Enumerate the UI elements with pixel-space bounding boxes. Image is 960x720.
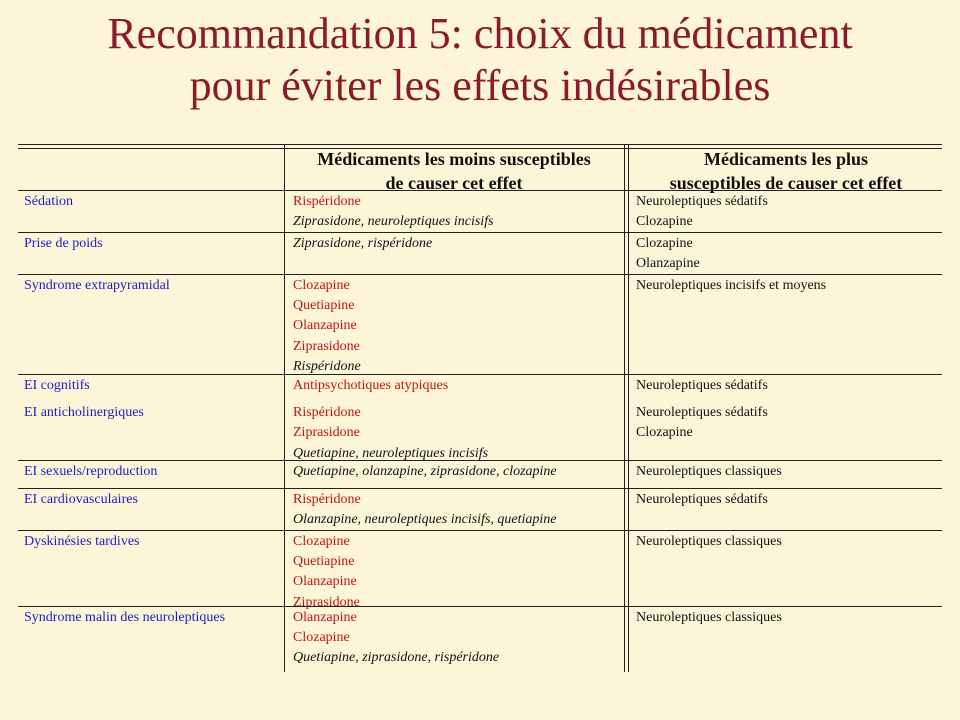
effect-cell [24, 608, 225, 628]
row-separator [18, 530, 942, 531]
most-likely-cell [636, 608, 782, 628]
least-likely-cell [293, 532, 360, 613]
most-likely-drug: Neuroleptiques sédatifs [636, 378, 768, 393]
row-separator [18, 488, 942, 489]
table-top-border [18, 144, 942, 145]
least-likely-drug: Rispéridone [293, 492, 361, 507]
header-most-likely [630, 147, 942, 195]
effect-cell [24, 276, 170, 296]
header-least-line-1: Médicaments les moins susceptibles [317, 149, 591, 169]
most-likely-cell [636, 490, 768, 510]
most-likely-drug: Neuroleptiques sédatifs [636, 492, 768, 507]
effect-label: Sédation [24, 194, 73, 209]
least-likely-drug: Quetiapine [293, 298, 355, 314]
least-likely-drug: Clozapine [293, 278, 350, 293]
most-likely-drug: Neuroleptiques classiques [636, 534, 782, 549]
row-separator [18, 190, 942, 191]
least-likely-drug [293, 396, 488, 403]
least-likely-drug: Rispéridone [293, 358, 361, 374]
least-likely-drug: Rispéridone [293, 405, 361, 421]
column-divider-2a [624, 144, 625, 672]
least-likely-cell [293, 608, 499, 669]
effect-cell [24, 376, 144, 423]
least-likely-cell [293, 462, 557, 482]
most-likely-drug: Olanzapine [636, 256, 700, 272]
most-likely-drug: Neuroleptiques sédatifs [636, 194, 768, 209]
effect-cell [24, 462, 157, 482]
most-likely-drug: Neuroleptiques sédatifs [636, 405, 768, 421]
least-likely-drug: Antipsychotiques atypiques [293, 378, 449, 393]
slide-title-line-1: Recommandation 5: choix du médicament [107, 9, 853, 58]
least-likely-drug: Ziprasidone [293, 594, 360, 610]
slide-title [0, 8, 960, 112]
most-likely-drug: Clozapine [636, 425, 693, 441]
effect-label [24, 396, 144, 403]
most-likely-drug: Clozapine [636, 236, 693, 251]
least-likely-cell [293, 234, 432, 254]
most-likely-drug: Neuroleptiques incisifs et moyens [636, 278, 827, 293]
most-likely-cell [636, 376, 768, 444]
effect-cell [24, 234, 103, 254]
row-separator [18, 606, 942, 607]
slide-title-line-2: pour éviter les effets indésirables [189, 61, 771, 110]
least-likely-drug: Quetiapine [293, 554, 355, 570]
least-likely-cell [293, 490, 557, 530]
least-likely-drug: Clozapine [293, 534, 350, 549]
effect-label: EI sexuels/reproduction [24, 464, 158, 479]
effect-cell [24, 532, 139, 552]
column-divider-2b [628, 144, 629, 672]
most-likely-drug: Neuroleptiques classiques [636, 610, 782, 625]
header-least-line-2: de causer cet effet [385, 173, 523, 193]
header-most-line-2: susceptibles de causer cet effet [669, 173, 903, 193]
most-likely-cell [636, 532, 782, 552]
most-likely-drug: Clozapine [636, 214, 693, 230]
effect-cell [24, 192, 73, 212]
effect-label: Dyskinésies tardives [24, 534, 140, 549]
least-likely-drug: Olanzapine [293, 610, 357, 625]
row-separator [18, 460, 942, 461]
most-likely-cell [636, 192, 768, 232]
effect-label: Syndrome extrapyramidal [24, 278, 170, 293]
effect-label: EI cognitifs [24, 378, 90, 393]
effect-label: Syndrome malin des neuroleptiques [24, 610, 226, 625]
least-likely-cell [293, 276, 361, 377]
header-most-line-1: Médicaments les plus [704, 149, 868, 169]
effect-cell [24, 490, 138, 510]
least-likely-drug: Olanzapine, neuroleptiques incisifs, quetiapine [293, 512, 557, 528]
effect-label: Prise de poids [24, 236, 103, 251]
effect-label: EI cardiovasculaires [24, 492, 138, 507]
least-likely-drug: Ziprasidone [293, 338, 360, 354]
least-likely-drug: Quetiapine, olanzapine, ziprasidone, clozapine [293, 464, 557, 479]
side-effects-table [18, 144, 942, 672]
least-likely-drug: Ziprasidone [293, 425, 360, 441]
row-separator [18, 374, 942, 375]
most-likely-cell [636, 234, 700, 274]
least-likely-drug: Olanzapine [293, 318, 357, 334]
column-divider-1 [284, 144, 285, 672]
most-likely-drug [636, 396, 768, 403]
least-likely-drug: Quetiapine, neuroleptiques incisifs [293, 445, 489, 461]
least-likely-drug: Ziprasidone, neuroleptiques incisifs [293, 214, 494, 230]
row-separator [18, 274, 942, 275]
least-likely-drug: Rispéridone [293, 194, 361, 209]
effect-label: EI anticholinergiques [24, 405, 144, 421]
least-likely-drug: Ziprasidone, rispéridone [293, 236, 433, 251]
header-least-likely [286, 147, 622, 195]
most-likely-drug: Neuroleptiques classiques [636, 464, 782, 479]
least-likely-drug: Olanzapine [293, 574, 357, 590]
least-likely-drug: Clozapine [293, 630, 350, 646]
most-likely-cell [636, 276, 826, 296]
least-likely-drug: Quetiapine, ziprasidone, rispéridone [293, 650, 500, 666]
least-likely-cell [293, 192, 494, 232]
least-likely-cell [293, 376, 488, 464]
most-likely-cell [636, 462, 782, 482]
row-separator [18, 232, 942, 233]
